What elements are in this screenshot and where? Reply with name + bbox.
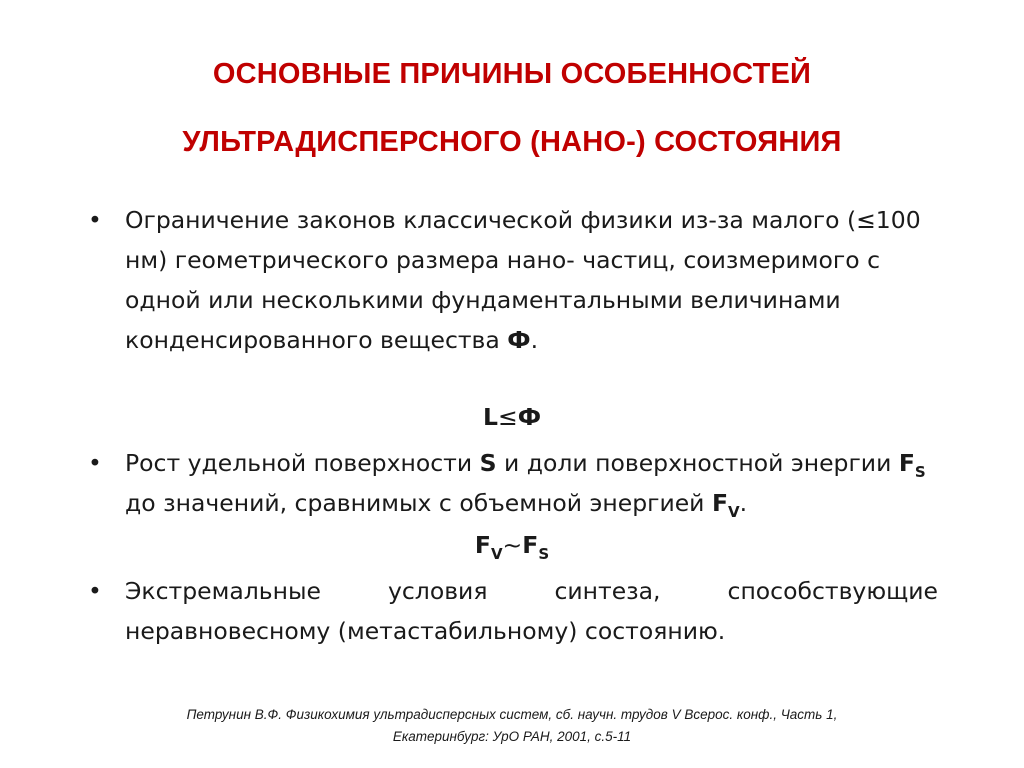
bullet-item-3 [88, 571, 938, 651]
bullet-marker: • [88, 449, 102, 477]
slide-title-line-2: УЛЬТРАДИСПЕРСНОГО (НАНО-) СОСТОЯНИЯ [182, 126, 842, 158]
bullet-item-2 [88, 443, 938, 523]
bullet-marker: • [88, 206, 102, 234]
formula-fv-fs: $F_V\sim F_S$ [474, 531, 550, 563]
bullet-item-1-text: Ограничение законов классической физики из-за малого (≤100 нм) геометрического размера нано- частиц, соизмеримого с одной или несколькими фундаментальными величинами конденсированного вещества Ф. [125, 206, 921, 354]
bullet-item-1 [88, 200, 938, 360]
bullet-marker: • [88, 577, 102, 605]
formula-l-le-phi: L≤Ф [483, 403, 541, 431]
slide-title-line-1: ОСНОВНЫЕ ПРИЧИНЫ ОСОБЕННОСТЕЙ [212, 58, 812, 90]
reference-line-1: Петрунин В.Ф. Физикохимия ультрадисперсных систем, сб. научн. трудов V Всерос. конф., Часть 1, [186, 707, 838, 722]
reference-footer [0, 704, 1024, 748]
phi-symbol: Ф [507, 326, 531, 354]
reference-line-2: Екатеринбург: УрО РАН, 2001, с.5-11 [392, 729, 632, 744]
bullet-item-3-text: Экстремальные условия синтеза, способствующие неравновесному (метастабильному) состоянию. [125, 577, 938, 645]
bullet-item-2-text: Рост удельной поверхности S и доли поверхностной энергии $F_S$ до значений, сравнимых с объемной энергией $F_V$. [125, 449, 926, 521]
